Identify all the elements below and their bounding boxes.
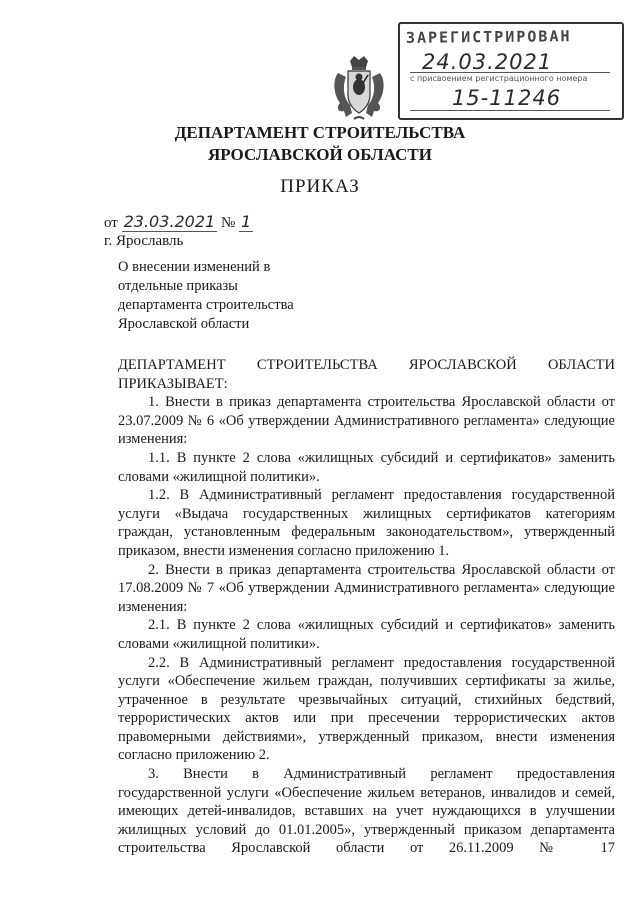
subject-line: департамента строительства: [118, 297, 294, 313]
registration-stamp: [398, 22, 624, 120]
handwritten-date: 23.03.2021: [123, 212, 216, 231]
paragraph-2: 2. Внести в приказ департамента строительства Ярославской области от 17.08.2009 № 7 «Об утверждении Административного регламента» следующие изменения:: [118, 561, 615, 615]
subject-line: О внесении изменений в: [118, 259, 271, 275]
city: г. Ярославль: [104, 233, 184, 249]
order-subject: [118, 258, 348, 334]
paragraph-1-1: 1.1. В пункте 2 слова «жилищных субсидий и сертификатов» заменить словами «жилищной политики».: [118, 449, 615, 485]
coat-of-arms-icon: [330, 55, 388, 123]
preamble: ДЕПАРТАМЕНТ СТРОИТЕЛЬСТВА ЯРОСЛАВСКОЙ ОБЛАСТИ ПРИКАЗЫВАЕТ:: [118, 357, 615, 392]
stamp-note: с присвоением регистрационного номера: [410, 74, 588, 83]
document-type: ПРИКАЗ: [280, 176, 360, 197]
order-date-line: [104, 212, 253, 232]
department-title-line: ЯРОСЛАВСКОЙ ОБЛАСТИ: [208, 145, 432, 164]
paragraph-1: 1. Внести в приказ департамента строительства Ярославской области от 23.07.2009 № 6 «Об утверждении Административного регламента» следующие изменения:: [118, 394, 615, 448]
paragraph-2-1: 2.1. В пункте 2 слова «жилищных субсидий и сертификатов» заменить словами «жилищной политики».: [118, 617, 615, 652]
number-label: №: [220, 215, 236, 231]
order-body: [118, 356, 615, 858]
handwritten-number: 1: [241, 212, 252, 231]
stamp-title: ЗАРЕГИСТРИРОВАН: [405, 27, 572, 47]
paragraph-1-2: 1.2. В Административный регламент предоставления государственной услуги «Выдача государственных жилищных сертификатов категориям граждан, установленным федеральным законодательством», утвержденный приказом, внести изменения согласно приложению 1.: [118, 487, 615, 559]
subject-line: отдельные приказы: [118, 278, 238, 294]
from-label: от: [104, 215, 118, 231]
paragraph-2-2: 2.2. В Административный регламент предоставления государственной услуги «Обеспечение жильем граждан, получивших сертификаты за жилье, утраченное в результате чрезвычайных ситуаций, стихийных бедствий, террористических актов или при пресечении террористических актов правомерными действиями», утвержденный приказом, внести изменения согласно приложению 2.: [118, 654, 615, 764]
department-title: [0, 122, 640, 166]
department-title-line: ДЕПАРТАМЕНТ СТРОИТЕЛЬСТВА: [174, 123, 466, 142]
subject-line: Ярославской области: [118, 316, 250, 332]
paragraph-3: 3. Внести в Административный регламент предоставления государственной услуги «Обеспечение жильем ветеранов, инвалидов и семей, имеющих детей-инвалидов, вставших на учет нуждающихся в улучшении жилищных условий до 01.01.2005», утвержденный приказом департамента строительства Ярославской области от 26.11.2009 № 17: [118, 766, 615, 857]
stamp-divider: [410, 110, 610, 111]
stamp-registration-number: 15-11246: [452, 86, 562, 110]
stamp-divider: [410, 72, 610, 73]
stamp-date: 24.03.2021: [422, 50, 553, 74]
